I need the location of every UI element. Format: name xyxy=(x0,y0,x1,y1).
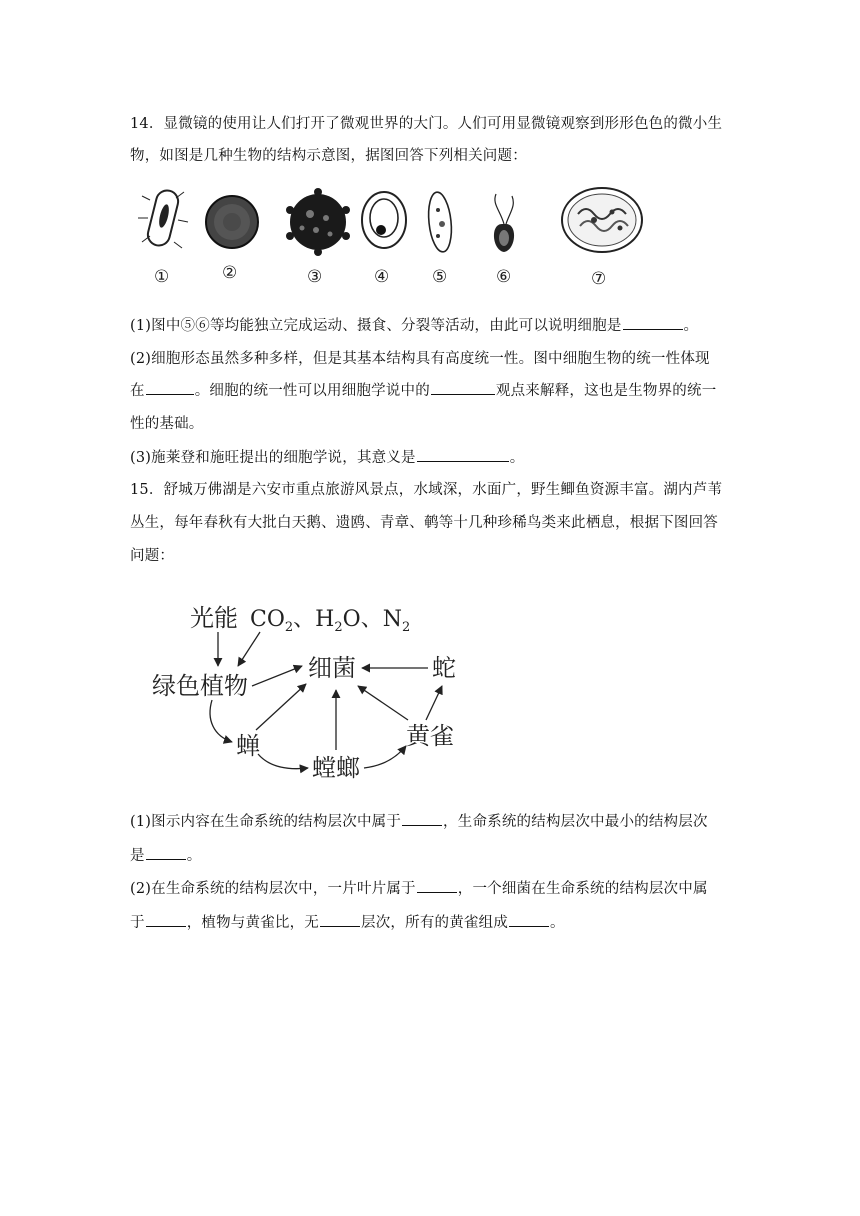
q15-line-3: 问题： xyxy=(130,548,175,564)
co2-label: $CO_2$、$H_2O$、$N_2$ xyxy=(250,607,411,635)
answer-blank[interactable] xyxy=(320,912,360,927)
arrow-co2-to-plant xyxy=(238,632,260,666)
q15-part-1-line-2 xyxy=(130,844,201,865)
q14-line-1: 14．显微镜的使用让人们打开了微观世界的大门。人们可用显微镜观察到形形色色的微小生 xyxy=(130,116,723,132)
figure-label-2: ② xyxy=(222,263,238,283)
organisms-figure xyxy=(130,180,660,290)
cell-icon xyxy=(362,192,406,248)
answer-blank[interactable] xyxy=(146,912,186,927)
q15-p2-end: 。 xyxy=(550,915,565,931)
answer-blank[interactable] xyxy=(417,878,457,893)
figure-label-6: ⑥ xyxy=(496,267,512,287)
figure-label-7: ⑦ xyxy=(591,269,607,289)
q14-p3-end: 。 xyxy=(509,450,525,466)
answer-blank[interactable] xyxy=(146,845,186,860)
food-web-diagram xyxy=(140,590,500,790)
q14-p2-start: 在 xyxy=(130,383,145,399)
q15-part-2-line-1 xyxy=(130,877,708,898)
q14-p3-text: (3)施莱登和施旺提出的细胞学说，其意义是 xyxy=(130,450,416,466)
q15-p2-start: 于 xyxy=(130,915,145,931)
answer-blank[interactable] xyxy=(431,380,495,395)
bacteria-label: 细菌 xyxy=(308,654,356,682)
q15-p2-mid2: 层次，所有的黄雀组成 xyxy=(361,915,509,931)
q14-part-2-line-1: (2)细胞形态虽然多种多样，但是其基本结构具有高度统一性。图中细胞生物的统一性体现 xyxy=(130,351,710,367)
arrow-plant-to-bacteria xyxy=(252,666,302,686)
mantis-label: 螳螂 xyxy=(312,754,360,782)
q14-p2-mid: 。细胞的统一性可以用细胞学说中的 xyxy=(194,383,430,399)
q14-p1-text: (1)图中⑤⑥等均能独立完成运动、摄食、分裂等活动，由此可以说明细胞是 xyxy=(130,318,622,334)
sphere-cell-icon xyxy=(206,196,258,248)
q14-p1-end: 。 xyxy=(683,318,699,334)
answer-blank[interactable] xyxy=(417,447,509,462)
arrow-cicada-to-bacteria xyxy=(256,684,306,730)
arrow-oriole-to-snake xyxy=(426,686,442,720)
q15-p2-text: (2)在生命系统的结构层次中，一片叶片属于 xyxy=(130,881,416,897)
answer-blank[interactable] xyxy=(402,811,442,826)
oriole-label: 黄雀 xyxy=(406,722,454,750)
arrow-cicada-to-mantis xyxy=(258,754,308,769)
arrow-mantis-to-oriole xyxy=(364,746,406,768)
q14-p2-after: 观点来解释，这也是生物界的统一 xyxy=(495,383,717,399)
q15-part-2-line-2 xyxy=(130,911,565,932)
large-cell-icon xyxy=(562,188,642,252)
figure-label-1: ① xyxy=(154,267,170,287)
q14-part-3 xyxy=(130,446,524,467)
figure-label-3: ③ xyxy=(307,267,323,287)
green-plant-label: 绿色植物 xyxy=(152,672,248,700)
paramecium-icon xyxy=(426,191,454,253)
q14-line-2: 物，如图是几种生物的结构示意图，据图回答下列相关问题： xyxy=(130,148,527,164)
q14-part-2-line-3: 性的基础。 xyxy=(130,416,204,432)
answer-blank[interactable] xyxy=(146,380,194,395)
figure-label-5: ⑤ xyxy=(432,267,448,287)
cicada-label: 蝉 xyxy=(236,732,260,760)
q15-p2-after: ，一个细菌在生命系统的结构层次中属 xyxy=(457,881,708,897)
euglena-icon xyxy=(494,194,514,252)
virus-icon xyxy=(286,188,350,256)
q15-p1-after: ，生命系统的结构层次中最小的结构层次 xyxy=(443,814,708,830)
figure-label-4: ④ xyxy=(374,267,390,287)
bacterium-icon xyxy=(138,188,188,248)
light-energy-label: 光能 xyxy=(190,604,238,632)
arrow-oriole-to-bacteria xyxy=(358,686,408,720)
q15-p2-mid: ，植物与黄雀比，无 xyxy=(186,915,320,931)
q15-p1-end: 。 xyxy=(186,848,202,864)
arrow-plant-to-cicada xyxy=(210,700,232,742)
q15-line-1: 15．舒城万佛湖是六安市重点旅游风景点，水域深，水面广，野生鲫鱼资源丰富。湖内芦苇 xyxy=(130,482,723,498)
q15-line-2: 丛生，每年春秋有大批白天鹅、遗鸥、青章、鹌等十几种珍稀鸟类来此栖息，根据下图回答 xyxy=(130,515,718,531)
q15-p1-start: 是 xyxy=(130,848,145,864)
answer-blank[interactable] xyxy=(623,315,683,330)
snake-label: 蛇 xyxy=(432,654,456,682)
q14-part-2-line-2 xyxy=(130,379,716,400)
answer-blank[interactable] xyxy=(509,912,549,927)
q15-part-1-line-1 xyxy=(130,810,708,831)
q14-part-1 xyxy=(130,314,698,335)
q15-p1-text: (1)图示内容在生命系统的结构层次中属于 xyxy=(130,814,402,830)
